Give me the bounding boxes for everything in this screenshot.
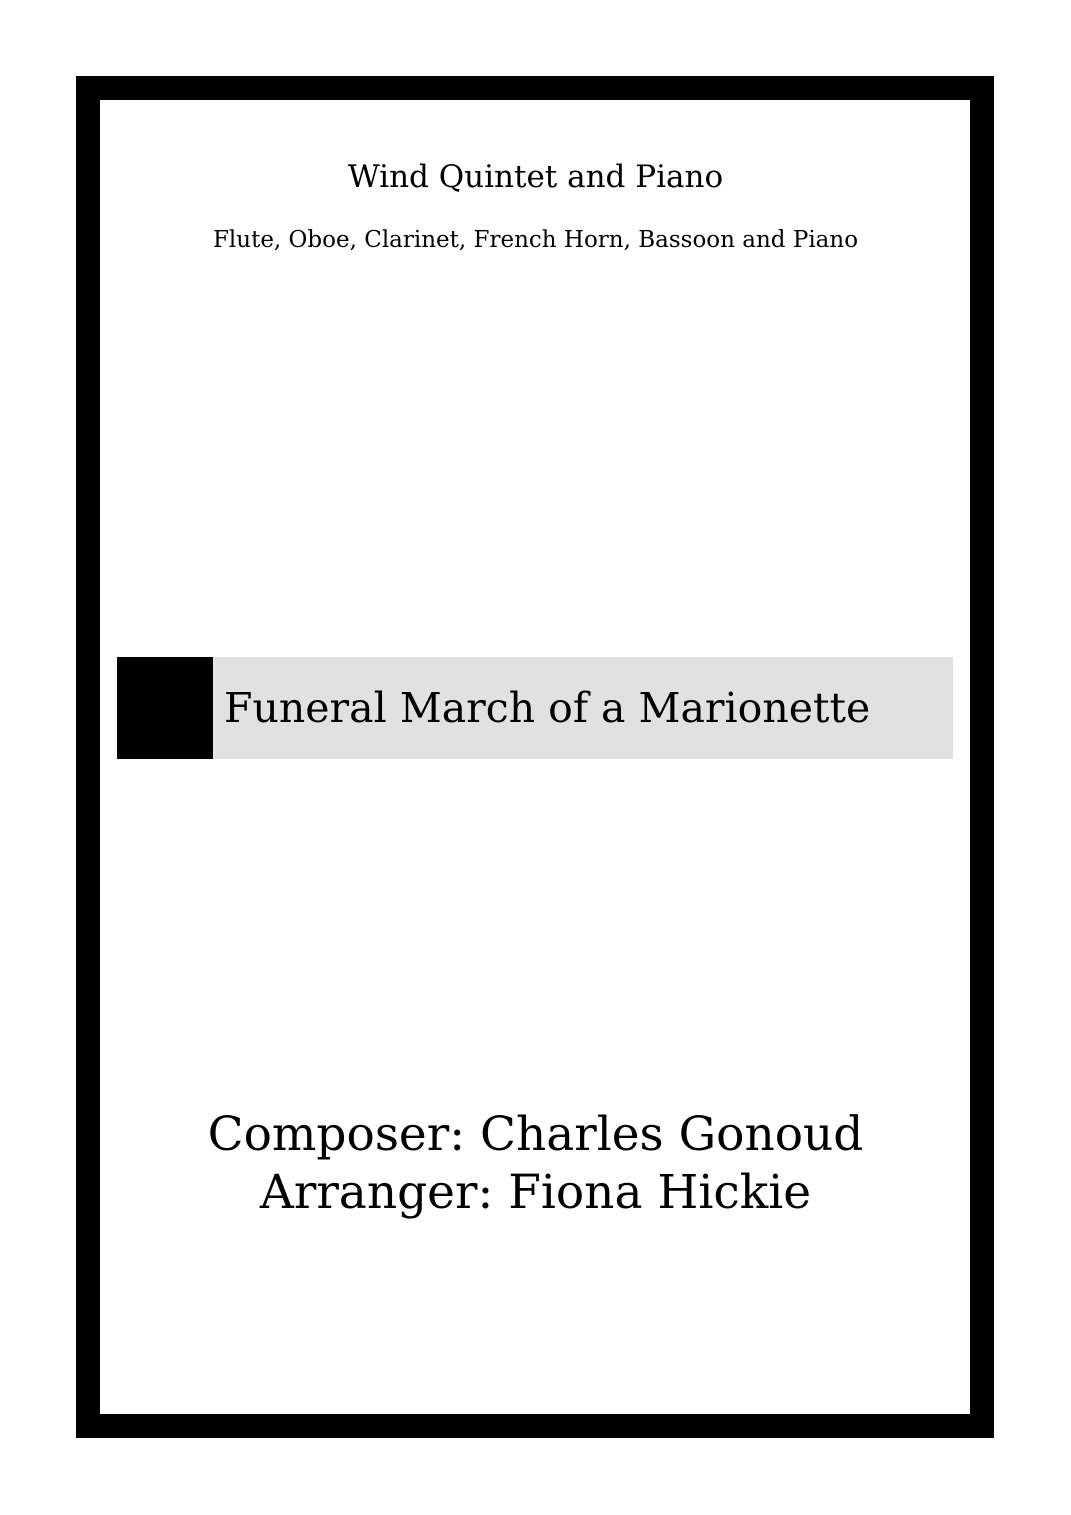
arranger-credit: Arranger: Fiona Hickie bbox=[259, 1165, 812, 1220]
piece-title: Funeral March of a Marionette bbox=[224, 684, 871, 732]
credits-block bbox=[0, 1106, 1071, 1222]
title-banner bbox=[117, 657, 953, 759]
ensemble-heading: Wind Quintet and Piano bbox=[347, 159, 724, 195]
composer-credit: Composer: Charles Gonoud bbox=[207, 1107, 864, 1162]
title-accent-block bbox=[117, 657, 213, 759]
instrumentation-list: Flute, Oboe, Clarinet, French Horn, Bassoon and Piano bbox=[212, 227, 859, 253]
